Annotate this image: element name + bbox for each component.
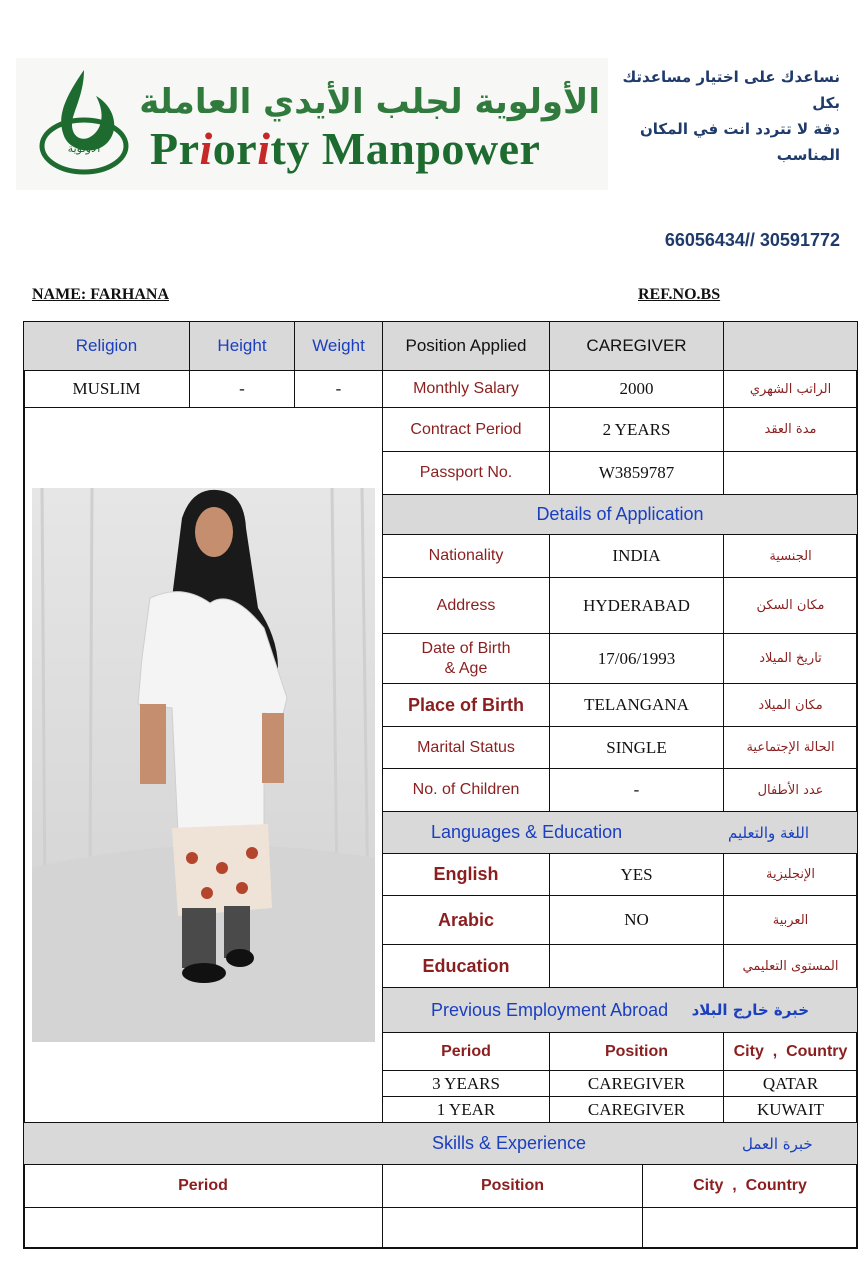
logo-emblem-icon [36, 66, 132, 178]
employment-title-arabic: خبرة خارج البلاد [691, 1001, 809, 1019]
english-label: English [382, 853, 550, 896]
employment-row-2-position: CAREGIVER [549, 1096, 724, 1123]
dob-arabic: تاريخ الميلاد [723, 633, 858, 684]
arabic-value: NO [549, 895, 724, 945]
children-value: - [549, 768, 724, 812]
marital-status-value: SINGLE [549, 726, 724, 769]
passport-value: W3859787 [549, 451, 724, 495]
skills-title-arabic: خبرة العمل [742, 1134, 813, 1153]
employment-row-2-period: 1 YEAR [382, 1096, 550, 1123]
reference-number: REF.NO.BS [638, 286, 721, 303]
religion-header: Religion [23, 321, 190, 371]
place-of-birth-label: Place of Birth [382, 683, 550, 727]
slogan-line-1: نساعدك على اختيار مساعدتك بكل [622, 68, 840, 112]
employment-row-1-period: 3 YEARS [382, 1070, 550, 1097]
employment-section-header [382, 987, 858, 1033]
nationality-label: Nationality [382, 534, 550, 578]
height-value: - [189, 370, 295, 408]
position-applied-value: CAREGIVER [549, 321, 724, 371]
skills-row-location [642, 1207, 858, 1249]
monthly-salary-value: 2000 [549, 370, 724, 408]
arabic-label: Arabic [382, 895, 550, 945]
english-arabic: الإنجليزية [723, 853, 858, 896]
employment-row-1-country: QATAR [723, 1070, 858, 1097]
contract-period-label: Contract Period [382, 407, 550, 452]
marital-status-label: Marital Status [382, 726, 550, 769]
height-header: Height [189, 321, 295, 371]
marital-status-arabic: الحالة الإجتماعية [723, 726, 858, 769]
skills-row-position [382, 1207, 643, 1249]
children-label: No. of Children [382, 768, 550, 812]
skills-row-period [23, 1207, 383, 1249]
employment-row-1-position: CAREGIVER [549, 1070, 724, 1097]
position-applied-label: Position Applied [382, 321, 550, 371]
education-arabic: المستوى التعليمي [723, 944, 858, 988]
languages-title-arabic: اللغة والتعليم [728, 823, 809, 842]
contract-period-arabic: مدة العقد [723, 407, 858, 452]
nationality-value: INDIA [549, 534, 724, 578]
dob-value: 17/06/1993 [549, 633, 724, 684]
religion-value: MUSLIM [23, 370, 190, 408]
logo-english-text: Priority Manpower [150, 123, 541, 174]
skills-location-header: City , Country [642, 1164, 858, 1208]
skills-period-header: Period [23, 1164, 383, 1208]
place-of-birth-arabic: مكان الميلاد [723, 683, 858, 727]
skills-title: Skills & Experience [432, 1133, 587, 1153]
slogan-line-2: دقة لا تتردد انت في المكان المناسب [639, 120, 840, 164]
svg-text:الأولوية: الأولوية [67, 142, 101, 155]
employment-title: Previous Employment Abroad [431, 999, 669, 1020]
passport-arabic [723, 451, 858, 495]
phone-numbers: 66056434// 30591772 [664, 230, 840, 250]
logo-arabic-text: الأولوية لجلب الأيدي العاملة [139, 82, 600, 122]
english-value: YES [549, 853, 724, 896]
nationality-arabic: الجنسية [723, 534, 858, 578]
dob-label: Date of Birth & Age [382, 633, 550, 684]
languages-title: Languages & Education [431, 822, 623, 842]
weight-header: Weight [294, 321, 383, 371]
education-value [549, 944, 724, 988]
employment-location-header: City , Country [723, 1032, 858, 1071]
address-value: HYDERABAD [549, 577, 724, 634]
monthly-salary-arabic: الراتب الشهري [723, 370, 858, 408]
details-section-header: Details of Application [382, 494, 858, 535]
languages-section-header [382, 811, 858, 854]
place-of-birth-value: TELANGANA [549, 683, 724, 727]
monthly-salary-label: Monthly Salary [382, 370, 550, 408]
candidate-name: NAME: FARHANA [32, 286, 170, 303]
contract-period-value: 2 YEARS [549, 407, 724, 452]
employment-period-header: Period [382, 1032, 550, 1071]
position-applied-arabic [723, 321, 858, 371]
employment-row-2-country: KUWAIT [723, 1096, 858, 1123]
candidate-photo [32, 488, 375, 1042]
education-label: Education [382, 944, 550, 988]
skills-section-header [23, 1122, 858, 1165]
skills-position-header: Position [382, 1164, 643, 1208]
address-label: Address [382, 577, 550, 634]
slogan [620, 64, 840, 168]
children-arabic: عدد الأطفال [723, 768, 858, 812]
employment-position-header: Position [549, 1032, 724, 1071]
arabic-arabic: العربية [723, 895, 858, 945]
weight-value: - [294, 370, 383, 408]
address-arabic: مكان السكن [723, 577, 858, 634]
passport-label: Passport No. [382, 451, 550, 495]
